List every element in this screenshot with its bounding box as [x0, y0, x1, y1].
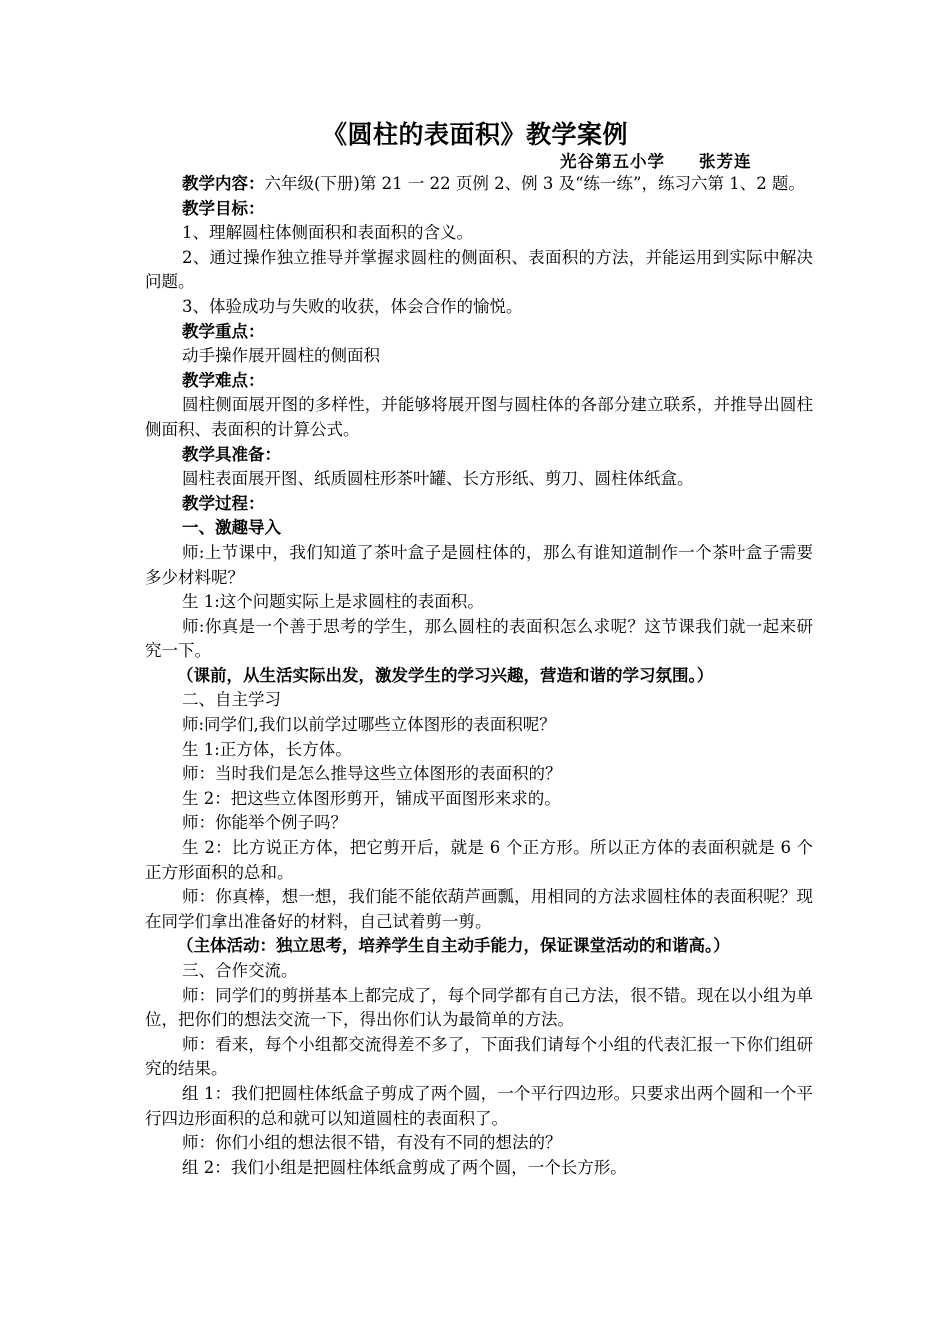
- goal-3: 3、体验成功与失败的收获，体会合作的愉悦。: [182, 296, 523, 316]
- difficulty-label: 教学难点：: [182, 370, 265, 390]
- design-note: （课前，从生活实际出发，激发学生的学习兴趣，营造和谐的学习氛围。）: [177, 665, 714, 685]
- author-name: 张芳连: [699, 152, 752, 171]
- school-name: 光谷第五小学: [560, 152, 665, 171]
- dialogue-line: 师：你们小组的想法很不错，有没有不同的想法的？: [182, 1133, 562, 1153]
- dialogue-line: 生 2：把这些立体图形剪开，铺成平面图形来求的。: [182, 788, 561, 808]
- byline: [560, 150, 752, 174]
- dialogue-line: 生 2：比方说正方体，把它剪开后，就是 6 个正方形。所以正方体的表面积就是 6 个正方形面积的总和。: [145, 838, 813, 882]
- design-note: （主体活动：独立思考，培养学生自主动手能力，保证课堂活动的和谐高。）: [177, 936, 730, 956]
- dialogue-line: 生 1:正方体，长方体。: [182, 739, 352, 759]
- goal-2: 2、通过操作独立推导并掌握求圆柱的侧面积、表面积的方法，并能运用到实际中解决问题。: [145, 247, 813, 292]
- dialogue-line: 师：当时我们是怎么推导这些立体图形的表面积的？: [182, 764, 562, 784]
- tools-label: 教学具准备：: [182, 444, 281, 464]
- dialogue-line: 师：同学们的剪拼基本上都完成了，每个同学都有自己方法，很不错。现在以小组为单位，把你们的想法交流一下，得出你们认为最简单的方法。: [145, 985, 813, 1030]
- content-label: 教学内容：: [182, 174, 265, 193]
- content-text: 六年级(下册)第 21 一 22 页例 2、例 3 及“练一练”，练习六第 1、2 题。: [264, 174, 805, 193]
- process-label: 教学过程：: [182, 493, 265, 513]
- dialogue-line: 师:你真是一个善于思考的学生，那么圆柱的表面积怎么求呢？这节课我们就一起来研究一下。: [145, 616, 813, 661]
- dialogue-line: 师:同学们,我们以前学过哪些立体图形的表面积呢？: [182, 715, 556, 735]
- tools-text: 圆柱表面展开图、纸质圆柱形茶叶罐、长方形纸、剪刀、圆柱体纸盒。: [182, 469, 694, 489]
- section-2-title: 二、自主学习: [182, 690, 281, 710]
- document-title: 《圆柱的表面积》教学案例: [321, 120, 628, 149]
- key-label: 教学重点：: [182, 321, 265, 341]
- goal-1: 1、理解圆柱体侧面积和表面积的含义。: [182, 223, 473, 243]
- key-text: 动手操作展开圆柱的侧面积: [182, 346, 380, 366]
- dialogue-line: 师：你真棒，想一想，我们能不能依葫芦画瓢，用相同的方法求圆柱体的表面积呢？现在同学们拿出准备好的材料，自己试着剪一剪。: [145, 887, 813, 931]
- dialogue-line: 师:上节课中，我们知道了茶叶盒子是圆柱体的，那么有谁知道制作一个茶叶盒子需要多少材料呢？: [145, 542, 813, 587]
- document-body: [145, 172, 813, 1180]
- section-1-title: 一、激趣导入: [182, 518, 281, 538]
- dialogue-line: 师：看来，每个小组都交流得差不多了，下面我们请每个小组的代表汇报一下你们组研究的结果。: [145, 1034, 813, 1079]
- dialogue-line: 师：你能举个例子吗？: [182, 813, 347, 833]
- teaching-content: [145, 172, 813, 197]
- goals-label: 教学目标：: [182, 198, 265, 218]
- dialogue-line: 组 2：我们小组是把圆柱体纸盒剪成了两个圆，一个长方形。: [182, 1157, 627, 1177]
- dialogue-line: 组 1：我们把圆柱体纸盒子剪成了两个圆，一个平行四边形。只要求出两个圆和一个平行四边形面积的总和就可以知道圆柱的表面积了。: [145, 1083, 813, 1128]
- section-3-title: 三、合作交流。: [182, 961, 298, 980]
- difficulty-text: 圆柱侧面展开图的多样性，并能够将展开图与圆柱体的各部分建立联系，并推导出圆柱侧面积、表面积的计算公式。: [145, 395, 813, 439]
- dialogue-line: 生 1:这个问题实际上是求圆柱的表面积。: [182, 592, 484, 612]
